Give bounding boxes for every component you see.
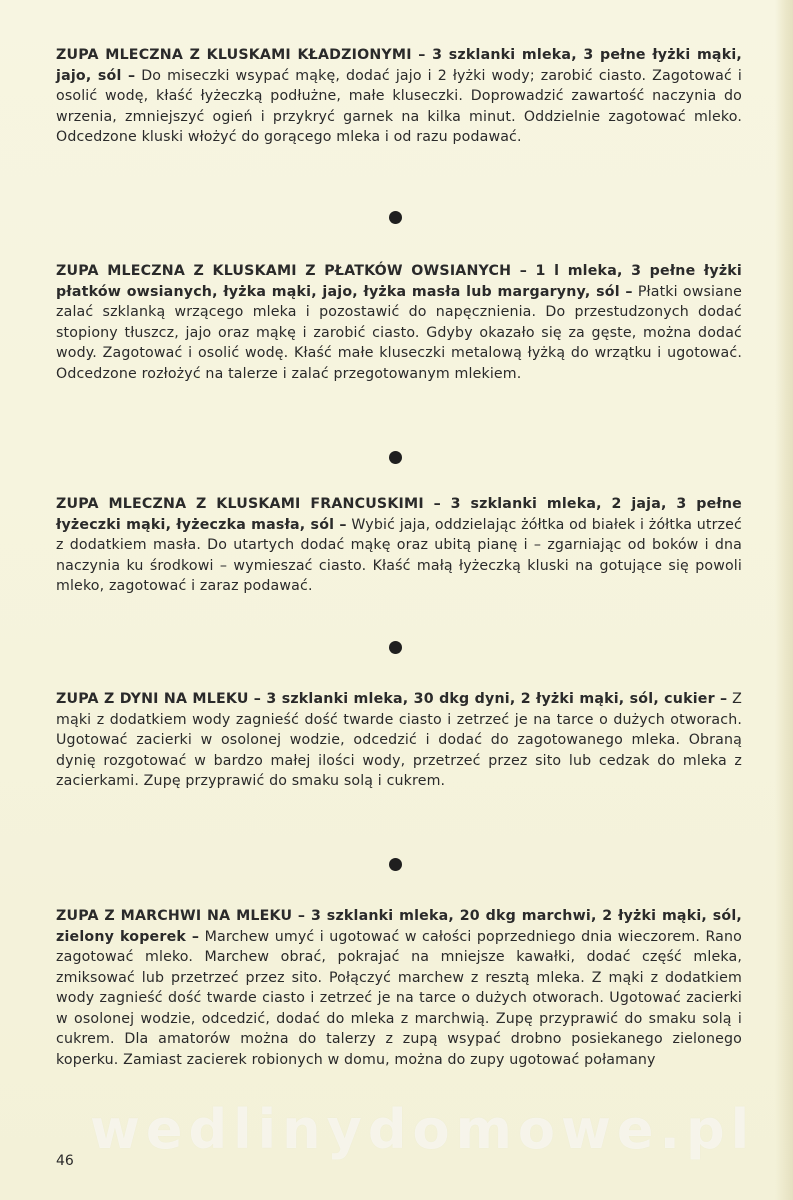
recipe-title: ZUPA MLECZNA Z KLUSKAMI Z PŁATKÓW OWSIANYCH – 1 l mleka, 3 pełne łyżki płatków owsianych, łyżka mąki, jajo, łyżka masła lub margaryny, sól – [56, 263, 742, 300]
recipe-body: Marchew umyć i ugotować w całości poprzedniego dnia wieczorem. Rano zagotować mleko. Marchew obrać, pokrajać na mniejsze kawałki, dodać część mleka, zmiksować lub przetrzeć przez sito. Połączyć marchew z resztą mleka. Z mąki z dodatkiem wody zagnieść dość twarde ciasto i zetrzeć je na tarce o dużych otworach. Ugotować zacierki w osolonej wodzie, odcedzić, dodać do mleka z marchwią. Zupę przyprawić do smaku solą i cukrem. Dla amatorów można do talerzy z zupą wsypać drobno posiekanego zielonego koperku. Zamiast zacierek robionych w domu, można do zupy ugotować połamany [56, 928, 742, 1068]
recipe-zupa-mleczna-kluski-platki-owsiane [56, 261, 742, 384]
recipe-zupa-mleczna-kluski-francuskie [56, 494, 742, 597]
recipe-zupa-z-dyni [56, 689, 742, 792]
recipe-zupa-mleczna-kluski-kladzione [56, 45, 742, 148]
separator-dot [389, 641, 402, 654]
separator-dot [389, 211, 402, 224]
recipe-zupa-z-marchwi [56, 906, 742, 1070]
recipe-body: Z mąki z dodatkiem wody zagnieść dość twarde ciasto i zetrzeć je na tarce o dużych otworach. Ugotować zacierki w osolonej wodzie, odcedzić i dodać do zagotowanego mleka. Obraną dynię rozgotować w bardzo małej ilości wody, przetrzeć przez sito lub cedzak do mleka z zacierkami. Zupę przyprawić do smaku solą i cukrem. [56, 691, 743, 789]
site-watermark: wedlinydomowe.pl [90, 1098, 756, 1161]
recipe-title: ZUPA Z DYNI NA MLEKU – 3 szklanki mleka, 30 dkg dyni, 2 łyżki mąki, sól, cukier – [56, 691, 728, 707]
separator-dot [389, 451, 402, 464]
recipe-body: Wybić jaja, oddzielając żółtka od białek i żółtka utrzeć z dodatkiem masła. Do utartych dodać mąkę oraz ubitą pianę i – zgarniając od boków i dna naczynia ku środkowi – wymieszać ciasto. Kłaść małą łyżeczką kluski na gotujące się powoli mleko, zagotować i zaraz podawać. [56, 516, 742, 594]
recipe-title: ZUPA MLECZNA Z KLUSKAMI KŁADZIONYMI – 3 szklanki mleka, 3 pełne łyżki mąki, jajo, sól – [56, 47, 742, 84]
recipe-title: ZUPA Z MARCHWI NA MLEKU – 3 szklanki mleka, 20 dkg marchwi, 2 łyżki mąki, sól, zielony koperek – [56, 908, 742, 945]
recipe-body: Do miseczki wsypać mąkę, dodać jajo i 2 łyżki wody; zarobić ciasto. Zagotować i osolić wodę, kłaść łyżeczką podłużne, małe kluseczki. Doprowadzić zawartość naczynia do wrzenia, zmniejszyć ogień i przykryć garnek na kilka minut. Oddzielnie zagotować mleko. Odcedzone kluski włożyć do gorącego mleka i od razu podawać. [56, 67, 742, 145]
recipe-title: ZUPA MLECZNA Z KLUSKAMI FRANCUSKIMI – 3 szklanki mleka, 2 jaja, 3 pełne łyżeczki mąki, łyżeczka masła, sól – [56, 496, 742, 533]
separator-dot [389, 858, 402, 871]
page-edge-shadow [775, 0, 793, 1200]
page-number: 46 [56, 1153, 74, 1169]
recipe-body: Płatki owsiane zalać szklanką wrzącego mleka i pozostawić do napęcznienia. Do przestudzonych dodać stopiony tłuszcz, jajo oraz mąkę i zarobić ciasto. Gdyby okazało się za gęste, można dodać wody. Zagotować i osolić wodę. Kłaść małe kluseczki metalową łyżką do wrzątku i ugotować. Odcedzone rozłożyć na talerze i zalać przegotowanym mlekiem. [56, 283, 742, 382]
